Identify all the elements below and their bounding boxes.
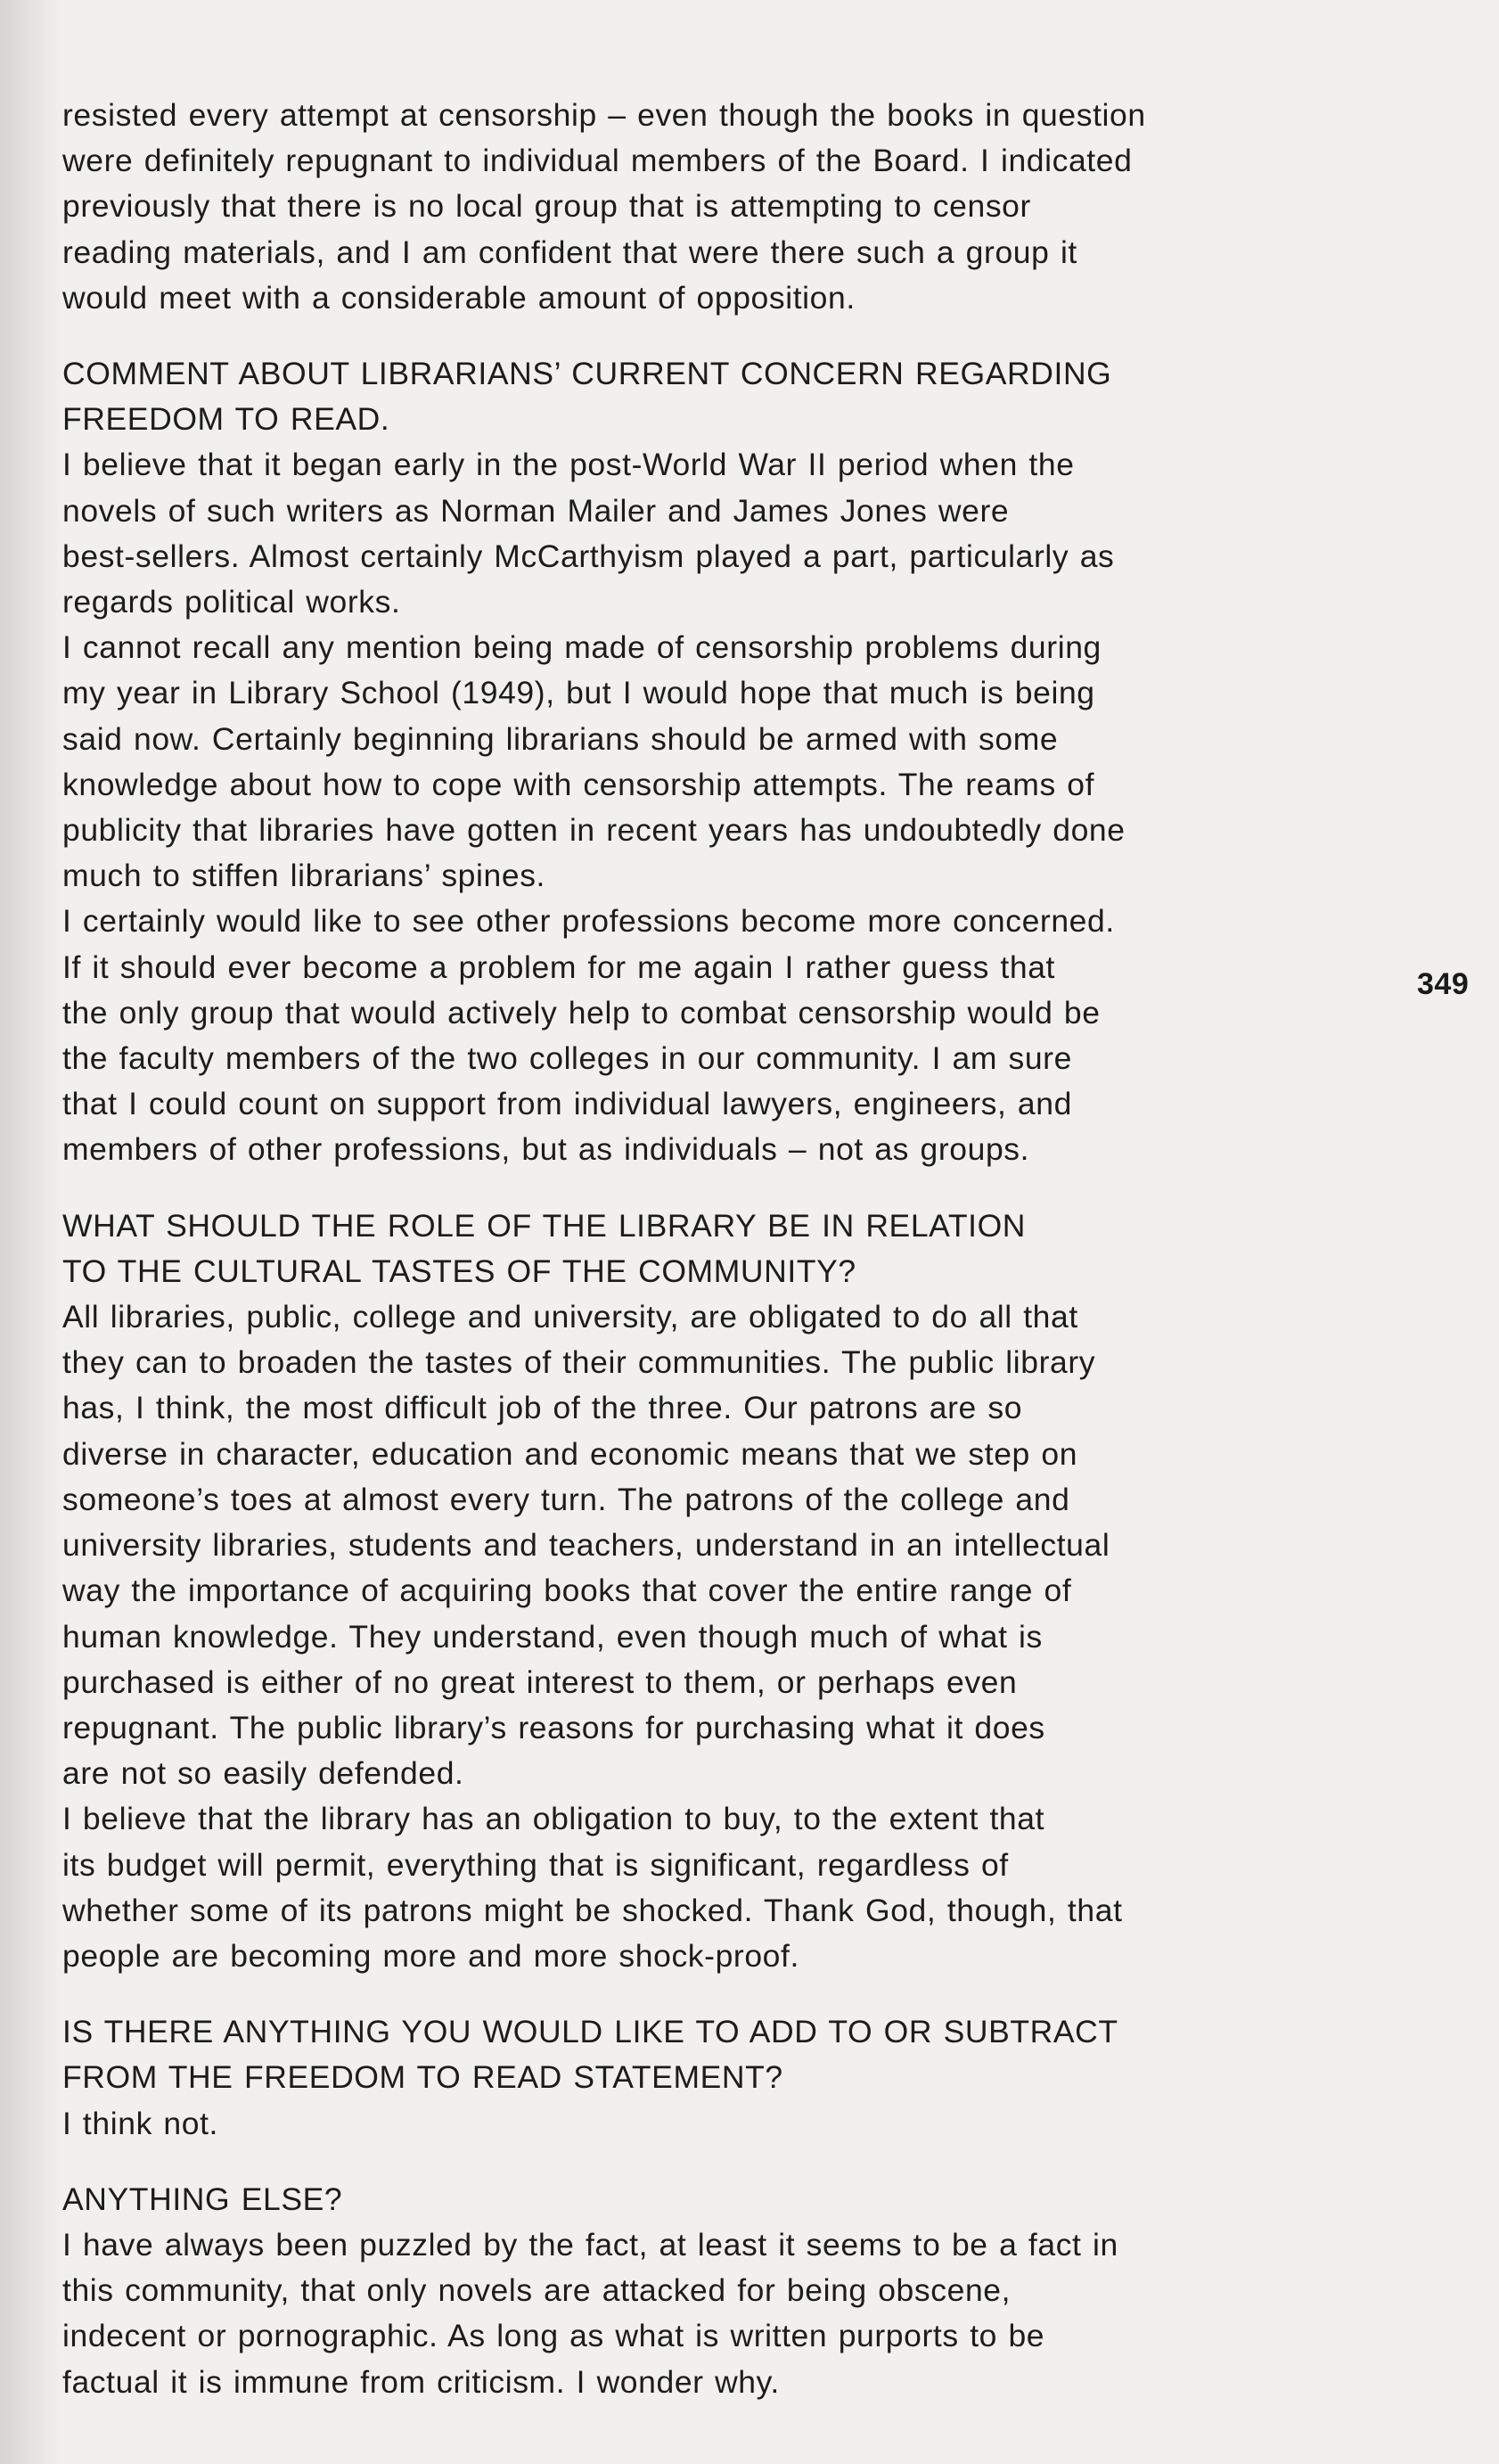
text-line: TO THE CULTURAL TASTES OF THE COMMUNITY? bbox=[62, 1253, 856, 1289]
text-section bbox=[62, 2009, 1274, 2147]
text-line: I believe that the library has an obligation to buy, to the extent that bbox=[62, 1801, 1045, 1837]
text-line: are not so easily defended. bbox=[62, 1755, 464, 1792]
text-line: members of other professions, but as individuals – not as groups. bbox=[62, 1131, 1030, 1168]
text-line: diverse in character, education and economic means that we step on bbox=[62, 1435, 1078, 1472]
text-line: FREEDOM TO READ. bbox=[62, 401, 390, 438]
text-line: COMMENT ABOUT LIBRARIANS’ CURRENT CONCERN REGARDING bbox=[62, 356, 1112, 392]
page-edge-shadow bbox=[0, 0, 62, 2464]
text-line: I cannot recall any mention being made of censorship problems during bbox=[62, 629, 1102, 666]
text-line: the only group that would actively help to combat censorship would be bbox=[62, 994, 1101, 1031]
text-line: publicity that libraries have gotten in recent years has undoubtedly done bbox=[62, 812, 1126, 849]
text-line: novels of such writers as Norman Mailer and James Jones were bbox=[62, 492, 1010, 529]
text-line: human knowledge. They understand, even though much of what is bbox=[62, 1618, 1043, 1655]
text-line: said now. Certainly beginning librarians should be armed with some bbox=[62, 720, 1059, 757]
text-line: that I could count on support from individual lawyers, engineers, and bbox=[62, 1086, 1072, 1122]
text-line: would meet with a considerable amount of opposition. bbox=[62, 279, 856, 316]
text-line: much to stiffen librarians’ spines. bbox=[62, 858, 546, 894]
text-line: university libraries, students and teachers, understand in an intellectual bbox=[62, 1527, 1110, 1564]
text-section bbox=[62, 93, 1274, 321]
text-line: knowledge about how to cope with censorship attempts. The reams of bbox=[62, 766, 1095, 802]
text-line: I think not. bbox=[62, 2105, 218, 2141]
text-line: people are becoming more and more shock-proof. bbox=[62, 1937, 799, 1974]
text-line: they can to broaden the tastes of their communities. The public library bbox=[62, 1344, 1096, 1381]
text-line: IS THERE ANYTHING YOU WOULD LIKE TO ADD TO OR SUBTRACT bbox=[62, 2014, 1118, 2050]
text-line: someone’s toes at almost every turn. The patrons of the college and bbox=[62, 1481, 1070, 1517]
text-line: I believe that it began early in the post-World War II period when the bbox=[62, 447, 1075, 483]
text-line: ANYTHING ELSE? bbox=[62, 2181, 343, 2217]
text-line: I have always been puzzled by the fact, at least it seems to be a fact in bbox=[62, 2226, 1118, 2263]
text-line: FROM THE FREEDOM TO READ STATEMENT? bbox=[62, 2059, 783, 2096]
page-number: 349 bbox=[1417, 967, 1470, 1001]
text-line: its budget will permit, everything that is significant, regardless of bbox=[62, 1846, 1009, 1883]
text-line: All libraries, public, college and university, are obligated to do all that bbox=[62, 1299, 1078, 1335]
text-line: were definitely repugnant to individual members of the Board. I indicated bbox=[62, 143, 1133, 179]
text-line: has, I think, the most difficult job of the three. Our patrons are so bbox=[62, 1390, 1023, 1426]
text-line: regards political works. bbox=[62, 584, 401, 620]
text-line: factual it is immune from criticism. I wonder why. bbox=[62, 2363, 780, 2400]
text-line: resisted every attempt at censorship – even though the books in question bbox=[62, 97, 1146, 133]
text-line: reading materials, and I am confident that were there such a group it bbox=[62, 234, 1077, 270]
text-line: this community, that only novels are attacked for being obscene, bbox=[62, 2272, 1012, 2309]
text-line: way the importance of acquiring books that cover the entire range of bbox=[62, 1573, 1072, 1609]
text-line: If it should ever become a problem for me again I rather guess that bbox=[62, 949, 1056, 985]
text-line: the faculty members of the two colleges in our community. I am sure bbox=[62, 1040, 1072, 1077]
text-line: purchased is either of no great interest to them, or perhaps even bbox=[62, 1663, 1018, 1700]
text-line: indecent or pornographic. As long as what is written purports to be bbox=[62, 2318, 1045, 2354]
text-section bbox=[62, 2177, 1274, 2405]
text-section bbox=[62, 351, 1274, 1173]
text-section bbox=[62, 1203, 1274, 1979]
text-line: best-sellers. Almost certainly McCarthyism played a part, particularly as bbox=[62, 538, 1115, 574]
text-line: whether some of its patrons might be shocked. Thank God, though, that bbox=[62, 1892, 1123, 1928]
text-line: my year in Library School (1949), but I would hope that much is being bbox=[62, 675, 1095, 711]
text-line: WHAT SHOULD THE ROLE OF THE LIBRARY BE IN RELATION bbox=[62, 1207, 1027, 1244]
text-line: previously that there is no local group that is attempting to censor bbox=[62, 188, 1031, 225]
text-line: repugnant. The public library’s reasons for purchasing what it does bbox=[62, 1709, 1045, 1745]
text-line: I certainly would like to see other professions become more concerned. bbox=[62, 903, 1115, 940]
document-body bbox=[62, 93, 1274, 2435]
